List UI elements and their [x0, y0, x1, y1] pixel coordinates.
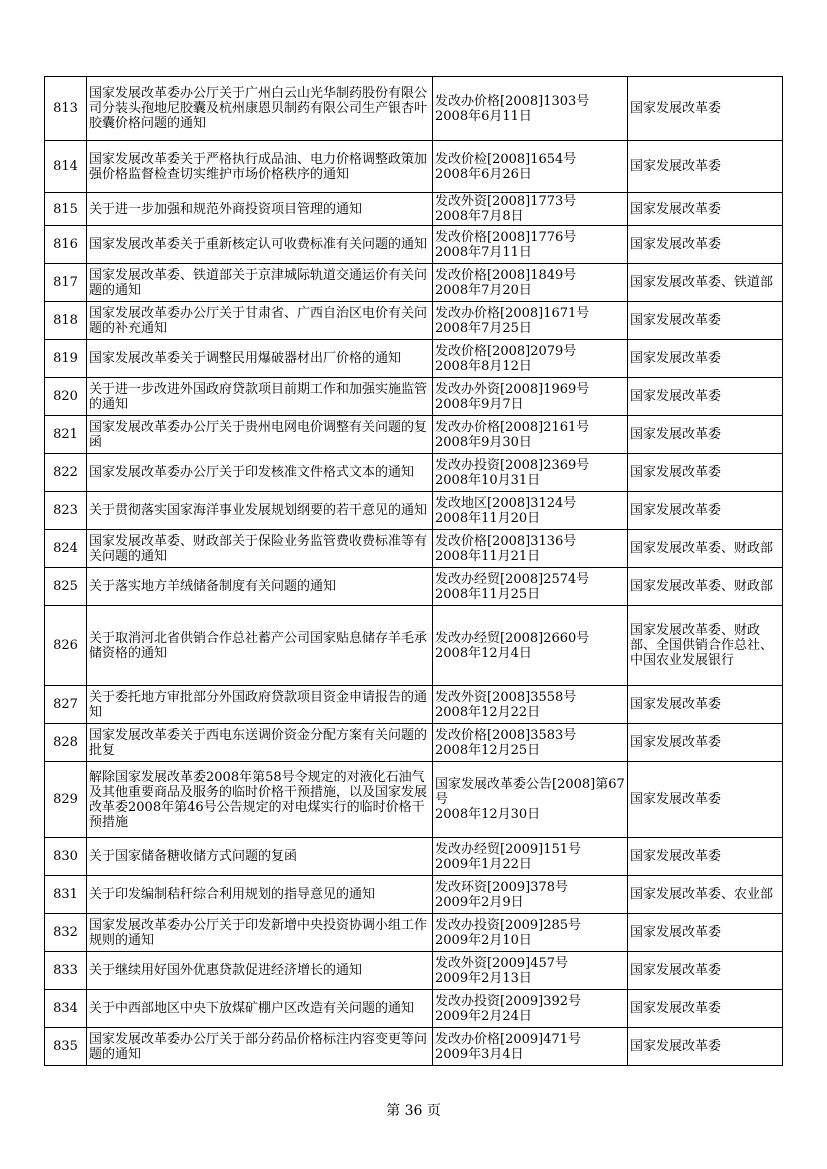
document-title: 关于中西部地区中央下放煤矿棚户区改造有关问题的通知 — [87, 990, 433, 1028]
table-row — [45, 838, 783, 876]
document-number — [433, 454, 628, 492]
document-code: 发改价格[2008]3136号 — [435, 533, 577, 549]
document-number — [433, 340, 628, 378]
issuing-agency: 国家发展改革委 — [628, 416, 783, 454]
table-row — [45, 952, 783, 990]
table-row — [45, 724, 783, 762]
issuing-agency: 国家发展改革委 — [628, 193, 783, 226]
document-title: 国家发展改革委办公厅关于广州白云山光华制药股份有限公司分装头孢地尼胶囊及杭州康恩贝制药有限公司生产银杏叶胶囊价格问题的通知 — [87, 77, 433, 141]
issue-date: 2008年12月25日 — [435, 742, 541, 758]
row-number: 815 — [45, 193, 87, 226]
page-number: 第 36 页 — [386, 1103, 441, 1119]
document-number — [433, 724, 628, 762]
row-number: 817 — [45, 264, 87, 302]
issue-date: 2008年12月4日 — [435, 645, 532, 661]
issue-date: 2008年7月8日 — [435, 209, 524, 224]
row-number: 816 — [45, 226, 87, 264]
row-number: 818 — [45, 302, 87, 340]
issuing-agency: 国家发展改革委、财政部、全国供销合作总社、中国农业发展银行 — [628, 606, 783, 686]
document-title: 国家发展改革委、财政部关于保险业务监管费收费标准等有关问题的通知 — [87, 530, 433, 568]
document-code: 发改外资[2008]3558号 — [435, 689, 577, 705]
issuing-agency: 国家发展改革委 — [628, 141, 783, 193]
document-number — [433, 416, 628, 454]
table-row — [45, 226, 783, 264]
document-code: 发改价检[2008]1654号 — [435, 151, 577, 167]
issue-date: 2008年9月7日 — [435, 396, 524, 412]
document-code: 发改地区[2008]3124号 — [435, 495, 577, 511]
issue-date: 2008年7月25日 — [435, 320, 532, 336]
document-title: 国家发展改革委关于西电东送调价资金分配方案有关问题的批复 — [87, 724, 433, 762]
issue-date: 2008年10月31日 — [435, 472, 541, 488]
document-number — [433, 193, 628, 226]
issuing-agency: 国家发展改革委 — [628, 340, 783, 378]
document-number — [433, 914, 628, 952]
table-row — [45, 1028, 783, 1066]
issue-date: 2009年2月9日 — [435, 894, 524, 910]
document-code: 国家发展改革委公告[2008]第67号 — [435, 777, 625, 807]
document-code: 发改价格[2008]1776号 — [435, 229, 577, 245]
document-title: 关于继续用好国外优惠贷款促进经济增长的通知 — [87, 952, 433, 990]
document-code: 发改办经贸[2008]2660号 — [435, 630, 590, 646]
document-number — [433, 606, 628, 686]
row-number: 828 — [45, 724, 87, 762]
row-number: 821 — [45, 416, 87, 454]
row-number: 835 — [45, 1028, 87, 1066]
issue-date: 2008年7月11日 — [435, 244, 532, 260]
table-row — [45, 193, 783, 226]
document-title: 解除国家发展改革委2008年第58号令规定的对液化石油气及其他重要商品及服务的临时价格干预措施，以及国家发展改革委2008年第46号公告规定的对电煤实行的临时价格干预措施 — [87, 762, 433, 838]
table-row — [45, 606, 783, 686]
row-number: 830 — [45, 838, 87, 876]
document-number — [433, 990, 628, 1028]
issue-date: 2008年11月20日 — [435, 510, 541, 526]
document-number — [433, 302, 628, 340]
issue-date: 2009年3月4日 — [435, 1046, 524, 1062]
table-row — [45, 492, 783, 530]
document-code: 发改办价格[2009]471号 — [435, 1031, 582, 1047]
document-code: 发改办投资[2009]285号 — [435, 917, 582, 933]
issue-date: 2009年1月22日 — [435, 856, 532, 872]
document-number — [433, 530, 628, 568]
issuing-agency: 国家发展改革委、财政部 — [628, 530, 783, 568]
document-number — [433, 876, 628, 914]
row-number: 819 — [45, 340, 87, 378]
issue-date: 2009年2月24日 — [435, 1008, 532, 1024]
issue-date: 2009年2月10日 — [435, 932, 532, 948]
issuing-agency: 国家发展改革委 — [628, 990, 783, 1028]
document-title: 关于国家储备糖收储方式问题的复函 — [87, 838, 433, 876]
document-title: 国家发展改革委关于严格执行成品油、电力价格调整政策加强价格监督检查切实维护市场价格秩序的通知 — [87, 141, 433, 193]
row-number: 831 — [45, 876, 87, 914]
document-code: 发改外资[2008]1773号 — [435, 194, 577, 209]
issuing-agency: 国家发展改革委 — [628, 378, 783, 416]
table-row — [45, 454, 783, 492]
document-code: 发改价格[2008]1849号 — [435, 267, 577, 283]
document-code: 发改办价格[2008]2161号 — [435, 419, 590, 435]
issuing-agency: 国家发展改革委 — [628, 724, 783, 762]
document-title: 国家发展改革委办公厅关于部分药品价格标注内容变更等问题的通知 — [87, 1028, 433, 1066]
row-number: 820 — [45, 378, 87, 416]
document-number — [433, 568, 628, 606]
issue-date: 2008年7月20日 — [435, 282, 532, 298]
issuing-agency: 国家发展改革委 — [628, 914, 783, 952]
issue-date: 2008年6月11日 — [435, 108, 532, 124]
document-number — [433, 686, 628, 724]
row-number: 834 — [45, 990, 87, 1028]
document-title: 关于进一步改进外国政府贷款项目前期工作和加强实施监管的通知 — [87, 378, 433, 416]
row-number: 822 — [45, 454, 87, 492]
document-code: 发改办经贸[2008]2574号 — [435, 571, 590, 587]
document-code: 发改外资[2009]457号 — [435, 955, 569, 971]
table-row — [45, 568, 783, 606]
document-number — [433, 838, 628, 876]
row-number: 825 — [45, 568, 87, 606]
issuing-agency: 国家发展改革委 — [628, 762, 783, 838]
row-number: 826 — [45, 606, 87, 686]
document-title: 国家发展改革委关于重新核定认可收费标准有关问题的通知 — [87, 226, 433, 264]
table-row — [45, 990, 783, 1028]
document-code: 发改价格[2008]3583号 — [435, 727, 577, 743]
issue-date: 2008年12月30日 — [435, 807, 541, 822]
document-title: 国家发展改革委办公厅关于甘肃省、广西自治区电价有关问题的补充通知 — [87, 302, 433, 340]
document-number — [433, 1028, 628, 1066]
document-title: 国家发展改革委办公厅关于印发核准文件格式文本的通知 — [87, 454, 433, 492]
issuing-agency: 国家发展改革委、农业部 — [628, 876, 783, 914]
document-code: 发改办价格[2008]1303号 — [435, 93, 590, 109]
document-number — [433, 141, 628, 193]
table-row — [45, 416, 783, 454]
document-number — [433, 952, 628, 990]
issuing-agency: 国家发展改革委 — [628, 77, 783, 141]
issuing-agency: 国家发展改革委、铁道部 — [628, 264, 783, 302]
issue-date: 2008年11月21日 — [435, 548, 541, 564]
table-row — [45, 141, 783, 193]
issue-date: 2008年9月30日 — [435, 434, 532, 450]
document-number — [433, 378, 628, 416]
row-number: 823 — [45, 492, 87, 530]
row-number: 832 — [45, 914, 87, 952]
issuing-agency: 国家发展改革委 — [628, 492, 783, 530]
row-number: 824 — [45, 530, 87, 568]
document-title: 关于贯彻落实国家海洋事业发展规划纲要的若干意见的通知 — [87, 492, 433, 530]
table-row — [45, 686, 783, 724]
issuing-agency: 国家发展改革委 — [628, 1028, 783, 1066]
issuing-agency: 国家发展改革委 — [628, 226, 783, 264]
issue-date: 2009年2月13日 — [435, 970, 532, 986]
table-row — [45, 77, 783, 141]
row-number: 814 — [45, 141, 87, 193]
table-row — [45, 914, 783, 952]
document-title: 关于委托地方审批部分外国政府贷款项目资金申请报告的通知 — [87, 686, 433, 724]
issuing-agency: 国家发展改革委 — [628, 302, 783, 340]
document-code: 发改价格[2008]2079号 — [435, 343, 577, 359]
document-number — [433, 762, 628, 838]
document-title: 关于印发编制秸秆综合利用规划的指导意见的通知 — [87, 876, 433, 914]
row-number: 829 — [45, 762, 87, 838]
document-code: 发改办经贸[2009]151号 — [435, 841, 582, 857]
issue-date: 2008年8月12日 — [435, 358, 532, 374]
document-title: 国家发展改革委关于调整民用爆破器材出厂价格的通知 — [87, 340, 433, 378]
issuing-agency: 国家发展改革委 — [628, 952, 783, 990]
document-code: 发改办投资[2009]392号 — [435, 993, 582, 1009]
document-code: 发改办价格[2008]1671号 — [435, 305, 590, 321]
issue-date: 2008年12月22日 — [435, 704, 541, 720]
table-row — [45, 340, 783, 378]
document-code: 发改办外资[2008]1969号 — [435, 381, 590, 397]
document-number — [433, 264, 628, 302]
document-code: 发改环资[2009]378号 — [435, 879, 569, 895]
issue-date: 2008年11月25日 — [435, 586, 541, 602]
table-body — [45, 77, 783, 1066]
row-number: 833 — [45, 952, 87, 990]
issue-date: 2008年6月26日 — [435, 166, 532, 182]
regulations-table — [44, 76, 783, 1066]
document-number — [433, 77, 628, 141]
document-title: 关于取消河北省供销合作总社蓄产公司国家贴息储存羊毛承储资格的通知 — [87, 606, 433, 686]
table-row — [45, 876, 783, 914]
row-number: 827 — [45, 686, 87, 724]
table-row — [45, 264, 783, 302]
table-row — [45, 762, 783, 838]
document-title: 国家发展改革委办公厅关于印发新增中央投资协调小组工作规则的通知 — [87, 914, 433, 952]
issuing-agency: 国家发展改革委 — [628, 454, 783, 492]
row-number: 813 — [45, 77, 87, 141]
table-row — [45, 530, 783, 568]
table-row — [45, 378, 783, 416]
document-code: 发改办投资[2008]2369号 — [435, 457, 590, 473]
issuing-agency: 国家发展改革委、财政部 — [628, 568, 783, 606]
document-number — [433, 226, 628, 264]
document-number — [433, 492, 628, 530]
document-title: 关于落实地方羊绒储备制度有关问题的通知 — [87, 568, 433, 606]
table-row — [45, 302, 783, 340]
issuing-agency: 国家发展改革委 — [628, 686, 783, 724]
document-title: 国家发展改革委、铁道部关于京津城际轨道交通运价有关问题的通知 — [87, 264, 433, 302]
document-title: 关于进一步加强和规范外商投资项目管理的通知 — [87, 193, 433, 226]
issuing-agency: 国家发展改革委 — [628, 838, 783, 876]
document-title: 国家发展改革委办公厅关于贵州电网电价调整有关问题的复函 — [87, 416, 433, 454]
